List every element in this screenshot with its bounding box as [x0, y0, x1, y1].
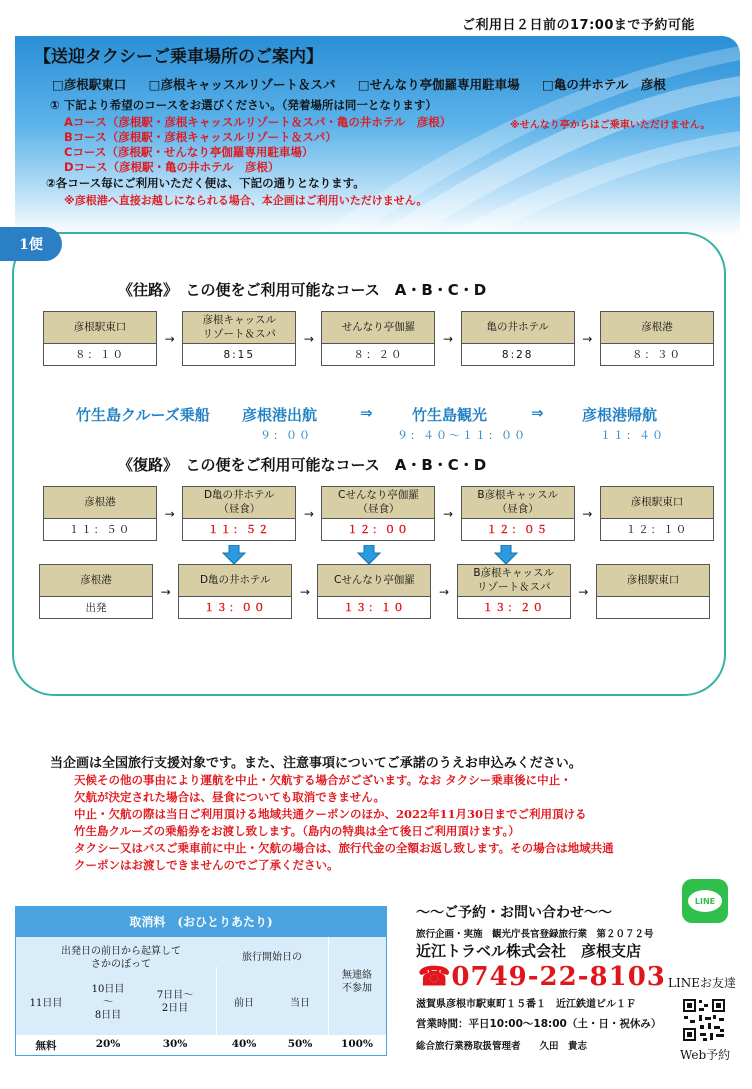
- down-arrow-icon: [222, 545, 246, 565]
- time-cell: 出発: [40, 597, 153, 619]
- cancellation-title: 取消料 (おひとりあたり): [16, 907, 386, 937]
- time-cell: 8:15: [183, 344, 296, 366]
- station-cell: 亀の井ホテル: [461, 312, 574, 344]
- course-a: Aコース（彦根駅・彦根キャッスルリゾート＆スパ・亀の井ホテル 彦根）: [64, 115, 452, 129]
- arrow-right-icon: →: [296, 487, 322, 541]
- cruise-depart: 彦根港出航: [242, 406, 318, 424]
- course-note: ※せんなり亭からはご乗車いただけません。: [510, 120, 711, 131]
- line-icon[interactable]: [682, 879, 728, 923]
- time-cell: ８：３０: [600, 344, 713, 366]
- warning-line: 欠航が決定された場合は、昼食についても取消できません。: [74, 790, 385, 804]
- return-timetable: [43, 486, 714, 541]
- arrow-right-icon: →: [435, 487, 461, 541]
- cancellation-col: 前日: [234, 998, 254, 1009]
- cruise-label: 竹生島クルーズ乗船: [76, 406, 210, 424]
- line-friend-label: LINEお友達: [668, 976, 736, 990]
- station-cell: B彦根キャッスル リゾート＆スパ: [457, 565, 570, 597]
- warning-line: クーポンはお渡しできませんのでご了承ください。: [74, 858, 339, 872]
- travel-manager: 総合旅行業務取扱管理者 久田 貴志: [416, 1041, 588, 1052]
- arrow-right-icon: →: [292, 565, 318, 619]
- warning-line: 天候その他の事由により運航を中止・欠航する場合がございます。なお タクシー乗車後に中止・: [74, 773, 572, 787]
- double-arrow-icon: ⇒: [360, 404, 373, 422]
- time-cell: １２：０５: [461, 519, 574, 541]
- time-cell: [596, 597, 709, 619]
- station-cell: 彦根駅東口: [600, 487, 713, 519]
- arrow-right-icon: →: [574, 312, 600, 366]
- warning-line: タクシー又はバスご乗車前に中止・欠航の場合は、旅行代金の全額お返し致します。その場合は地域共通: [74, 841, 614, 855]
- stop-option: □亀の井ホテル 彦根: [542, 77, 666, 92]
- station-cell: 彦根港: [40, 565, 153, 597]
- return-heading: 《復路》 この便をご利用可能なコース A・B・C・D: [118, 456, 487, 474]
- course-b: Bコース（彦根駅・彦根キャッスルリゾート＆スパ）: [64, 130, 337, 144]
- cruise-return: 彦根港帰航: [582, 406, 658, 424]
- fee-cell: 100%: [341, 1038, 373, 1050]
- line-icon-label: LINE: [688, 890, 722, 912]
- cruise-sightseeing-time: ９：４０〜１１：００: [397, 429, 527, 442]
- business-hours: 営業時間：平日10:00〜18:00（土・日・祝休み）: [416, 1018, 662, 1030]
- time-cell: ８：２０: [322, 344, 435, 366]
- fee-cell: 30%: [162, 1038, 188, 1050]
- station-cell: 彦根港: [44, 487, 157, 519]
- stop-option: □彦根キャッスルリゾート＆スパ: [148, 77, 336, 92]
- warning-line: 中止・欠航の際は当日ご利用頂ける地域共通クーポンのほか、2022年11月30日までご利用頂ける: [74, 807, 587, 821]
- company-address: 滋賀県彦根市駅東町１５番１ 近江鉄道ビル１Ｆ: [416, 999, 636, 1010]
- pickup-stops: [52, 75, 684, 93]
- station-cell: 彦根港: [600, 312, 713, 344]
- arrow-right-icon: →: [157, 487, 183, 541]
- warning-line: 竹生島クルーズの乗船券をお渡し致します。（島内の特典は全て後日ご利用頂けます。）: [74, 824, 520, 838]
- station-cell: Cせんなり亭伽羅 （昼食）: [322, 487, 435, 519]
- down-arrow-icon: [494, 545, 518, 565]
- arrow-right-icon: →: [157, 312, 183, 366]
- arrow-right-icon: →: [574, 487, 600, 541]
- outbound-heading: 《往路》 この便をご利用可能なコース A・B・C・D: [118, 281, 487, 299]
- cancellation-group-start: 旅行開始日の: [242, 952, 302, 963]
- station-cell: D亀の井ホテル （昼食）: [183, 487, 296, 519]
- arrow-right-icon: →: [153, 565, 179, 619]
- time-cell: １２：１０: [600, 519, 713, 541]
- cruise-return-time: １１：４０: [600, 429, 665, 442]
- time-cell: 8:28: [461, 344, 574, 366]
- cancellation-group-before: 出発日の前日から起算して さかのぼって: [61, 946, 181, 970]
- fee-cell: 20%: [95, 1038, 121, 1050]
- down-arrow-icon: [357, 545, 381, 565]
- stop-option: □彦根駅東口: [52, 77, 127, 92]
- time-cell: １１：５２: [183, 519, 296, 541]
- notes-intro: 当企画は全国旅行支援対象です。また、注意事項についてご承諾のうえお申込みください。: [50, 756, 582, 771]
- time-cell: １３：００: [179, 597, 292, 619]
- cruise-sightseeing: 竹生島観光: [412, 406, 488, 424]
- time-cell: ８：１０: [44, 344, 157, 366]
- cancellation-col: 11日目: [29, 998, 63, 1009]
- cancellation-col: 当日: [290, 998, 310, 1009]
- double-arrow-icon: ⇒: [531, 404, 544, 422]
- cancellation-fee-table: [15, 906, 387, 1056]
- station-cell: 彦根駅東口: [596, 565, 709, 597]
- arrow-right-icon: →: [296, 312, 322, 366]
- phone-number[interactable]: ☎0749-22-8103: [418, 962, 666, 992]
- stop-option: □せんなり亭伽羅専用駐車場: [357, 77, 520, 92]
- qr-code-icon[interactable]: [682, 998, 726, 1042]
- booking-deadline-notice: ご利用日２日前の17:00まで予約可能: [462, 18, 695, 33]
- station-cell: D亀の井ホテル: [179, 565, 292, 597]
- time-cell: １１：５０: [44, 519, 157, 541]
- station-cell: 彦根キャッスル リゾート＆スパ: [183, 312, 296, 344]
- arrow-right-icon: →: [570, 565, 596, 619]
- time-cell: １３：２０: [457, 597, 570, 619]
- fee-cell: 無料: [35, 1040, 57, 1052]
- trip-badge: 1便: [0, 227, 62, 261]
- cancellation-col: 10日目 〜 8日目: [91, 984, 125, 1021]
- instruction-2: ②各コース毎にご利用いただく便は、下記の通りとなります。: [46, 176, 365, 190]
- station-cell: Cせんなり亭伽羅: [318, 565, 431, 597]
- course-c: Cコース（彦根駅・せんなり亭伽羅専用駐車場）: [64, 145, 314, 159]
- travel-license: 旅行企画・実施 観光庁長官登録旅行業 第２０７２号: [416, 929, 654, 940]
- arrow-right-icon: →: [431, 565, 457, 619]
- fee-cell: 40%: [231, 1038, 257, 1050]
- station-cell: B彦根キャッスル （昼食）: [461, 487, 574, 519]
- company-name: 近江トラベル株式会社 彦根支店: [416, 942, 642, 960]
- instruction-1: ① 下記より希望のコースをお選びください。（発着場所は同一となります）: [50, 98, 437, 112]
- cancellation-col: 7日目〜 2日目: [156, 990, 194, 1014]
- contact-title: 〜〜ご予約・お問い合わせ〜〜: [416, 905, 612, 921]
- direct-access-note: ※彦根港へ直接お越しになられる場合、本企画はご利用いただけません。: [64, 194, 428, 207]
- station-cell: 彦根駅東口: [44, 312, 157, 344]
- cancellation-no-contact: 無連絡 不参加: [342, 970, 372, 994]
- afternoon-timetable: [39, 564, 710, 619]
- course-d: Dコース（彦根駅・亀の井ホテル 彦根）: [64, 160, 280, 174]
- fee-cell: 50%: [287, 1038, 313, 1050]
- arrow-right-icon: →: [435, 312, 461, 366]
- time-cell: １２：００: [322, 519, 435, 541]
- station-cell: せんなり亭伽羅: [322, 312, 435, 344]
- page-title: 【送迎タクシーご乗車場所のご案内】: [34, 47, 323, 67]
- web-reservation-label[interactable]: Web予約: [680, 1048, 731, 1062]
- cruise-depart-time: ９：００: [260, 429, 312, 442]
- time-cell: １３：１０: [318, 597, 431, 619]
- outbound-timetable: [43, 311, 714, 366]
